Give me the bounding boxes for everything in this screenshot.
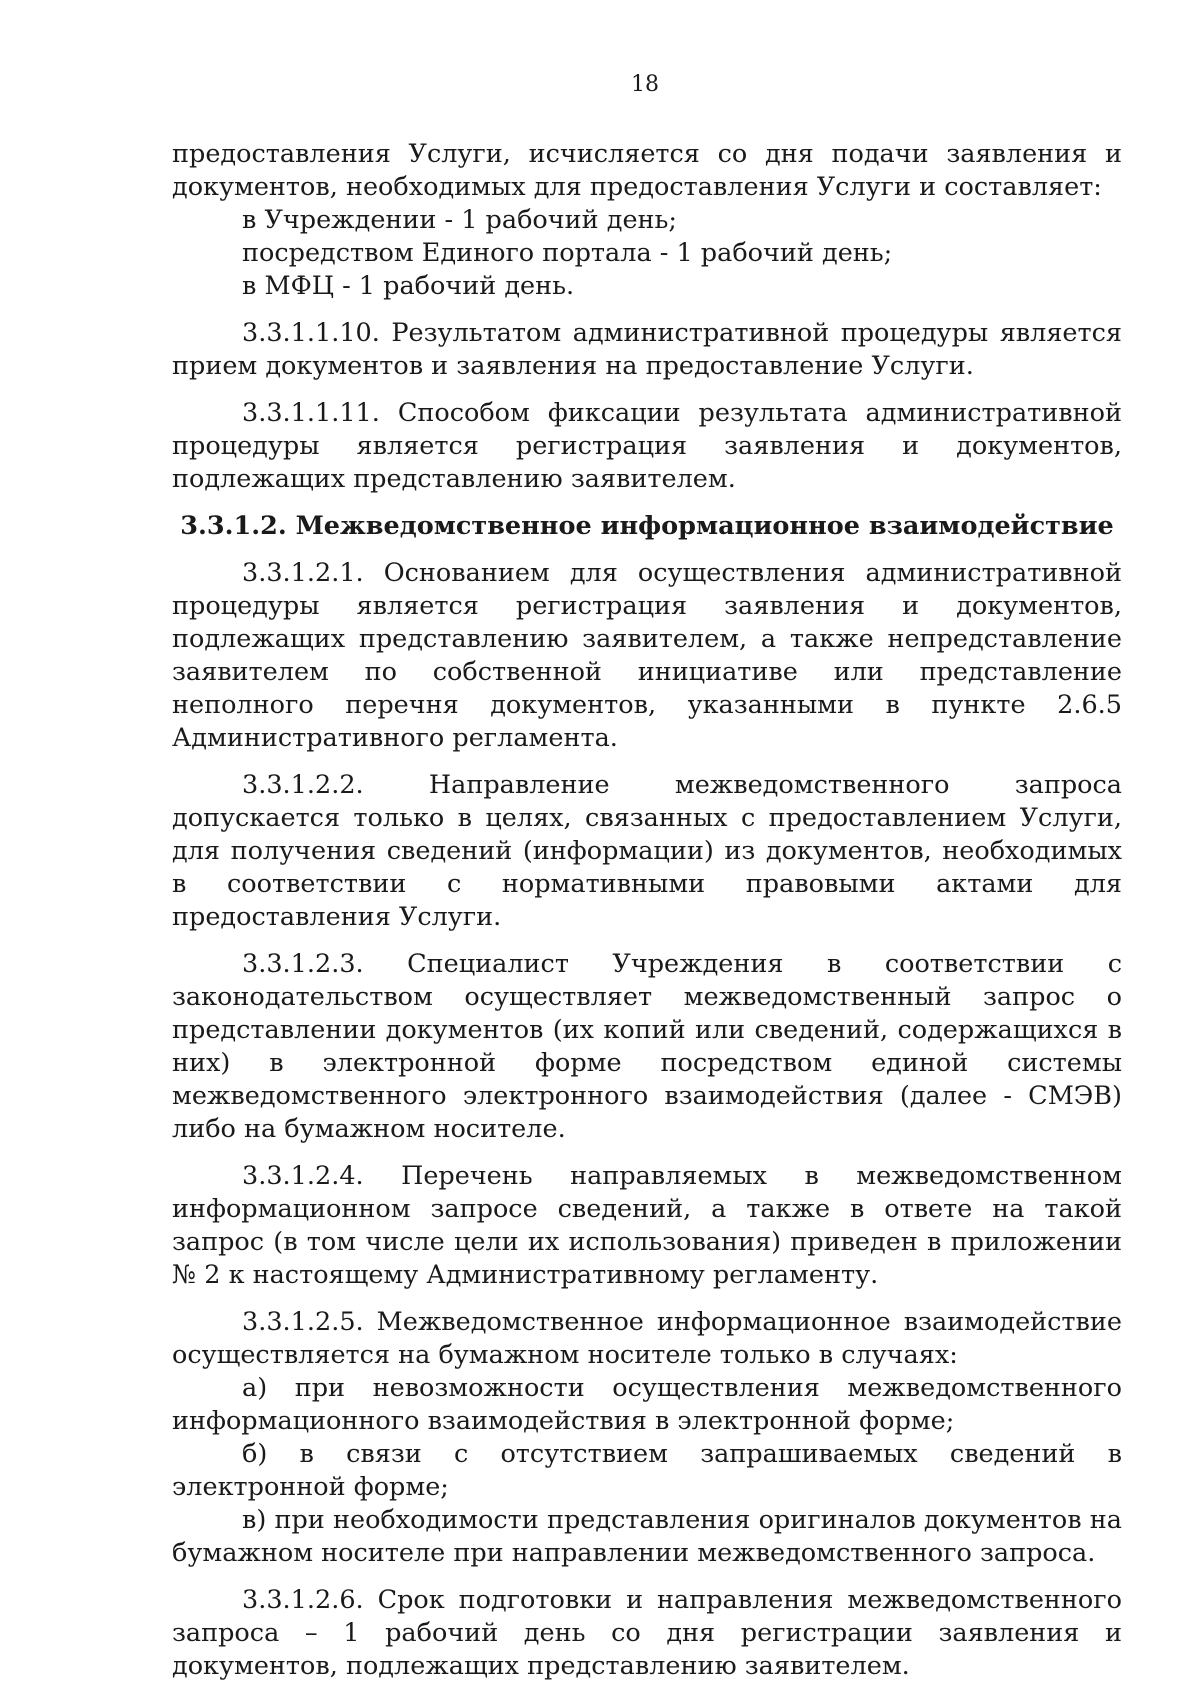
list-item-portal: посредством Единого портала - 1 рабочий день; <box>242 238 893 268</box>
paragraph-3-3-1-1-10: 3.3.1.1.10. Результатом административной процедуры является прием документов и заявления на предоставление Услуги. <box>172 318 1122 381</box>
document-body <box>172 138 1122 1683</box>
list-item-mfc: в МФЦ - 1 рабочий день. <box>242 271 575 301</box>
paragraph-3-3-1-2-5: 3.3.1.2.5. Межведомственное информационное взаимодействие осуществляется на бумажном носителе только в случаях: <box>172 1307 1122 1370</box>
list-item-b: б) в связи с отсутствием запрашиваемых сведений в электронной форме; <box>172 1439 1122 1502</box>
section-heading: 3.3.1.2. Межведомственное информационное взаимодействие <box>180 511 1114 541</box>
paragraph-3-3-1-2-3: 3.3.1.2.3. Специалист Учреждения в соответствии с законодательством осуществляет межведомственный запрос о представлении документов (их копий или сведений, содержащихся в них) в электронной форме посредством единой системы межведомственного электронного взаимодействия (далее - СМЭВ) либо на бумажном носителе. <box>172 949 1122 1144</box>
paragraph-3-3-1-2-1: 3.3.1.2.1. Основанием для осуществления административной процедуры является регистрация заявления и документов, подлежащих представлению заявителем, а также непредставление заявителем по собственной инициативе или представление неполного перечня документов, указанными в пункте 2.6.5 Административного регламента. <box>172 558 1122 753</box>
paragraph-3-3-1-1-11: 3.3.1.1.11. Способом фиксации результата административной процедуры является регистрация заявления и документов, подлежащих представлению заявителем. <box>172 398 1122 494</box>
page-number: 18 <box>631 72 659 97</box>
list-item-a: а) при невозможности осуществления межведомственного информационного взаимодействия в электронной форме; <box>172 1373 1122 1436</box>
list-item-institution: в Учреждении - 1 рабочий день; <box>242 205 678 235</box>
paragraph-3-3-1-2-4: 3.3.1.2.4. Перечень направляемых в межведомственном информационном запросе сведений, а также в ответе на такой запрос (в том числе цели их использования) приведен в приложении № 2 к настоящему Административному регламенту. <box>172 1161 1122 1290</box>
paragraph-3-3-1-2-6: 3.3.1.2.6. Срок подготовки и направления межведомственного запроса – 1 рабочий день со дня регистрации заявления и документов, подлежащих представлению заявителем. <box>172 1585 1122 1681</box>
paragraph-3-3-1-2-2: 3.3.1.2.2. Направление межведомственного запроса допускается только в целях, связанных с предоставлением Услуги, для получения сведений (информации) из документов, необходимых в соответствии с нормативными правовыми актами для предоставления Услуги. <box>172 770 1122 932</box>
list-item-c: в) при необходимости представления оригиналов документов на бумажном носителе при направлении межведомственного запроса. <box>172 1505 1122 1568</box>
paragraph-continuation: предоставления Услуги, исчисляется со дня подачи заявления и документов, необходимых для предоставления Услуги и составляет: <box>172 139 1122 202</box>
